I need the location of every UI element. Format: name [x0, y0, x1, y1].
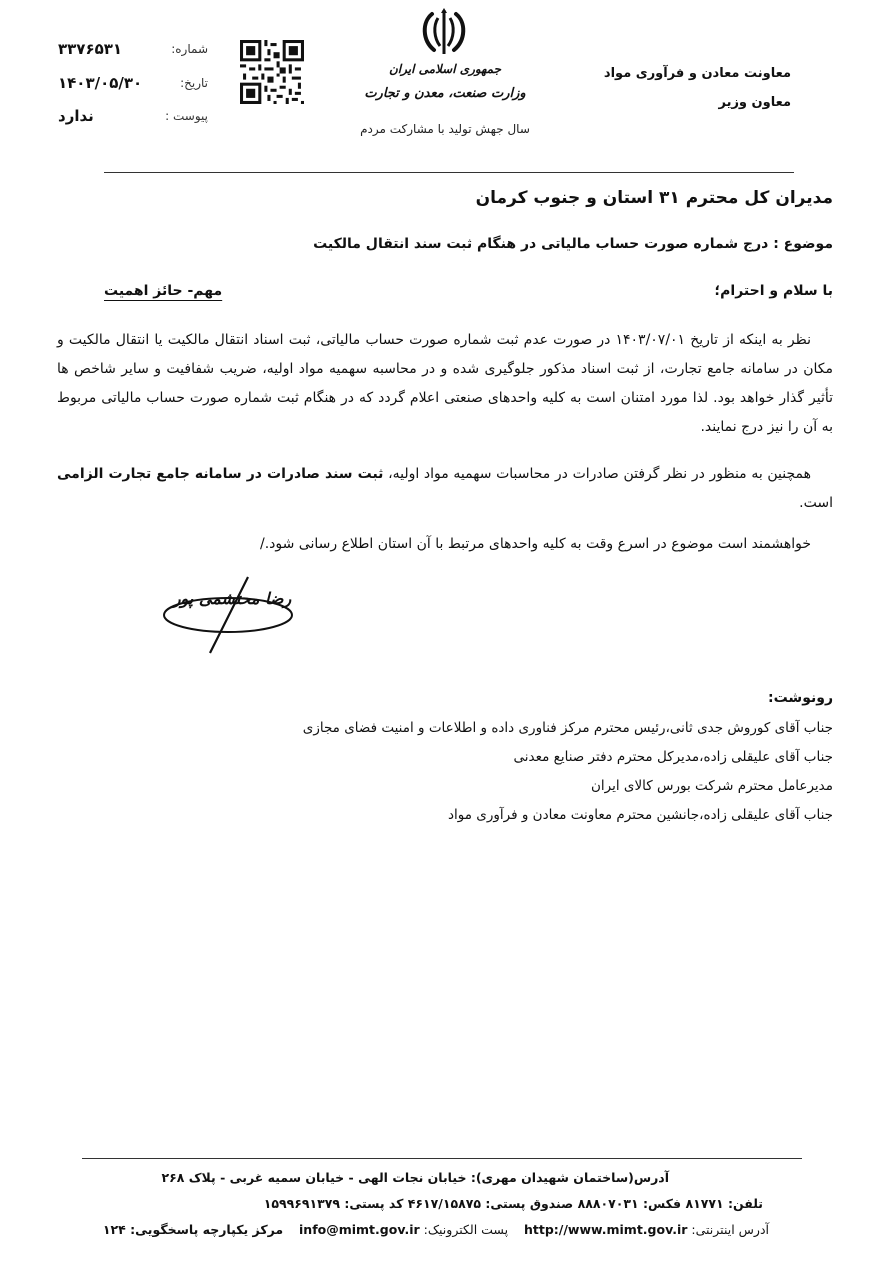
letter-number	[58, 38, 208, 60]
letter-number-value: ۳۳۷۶۵۳۱	[58, 40, 123, 58]
cc-title: رونوشت:	[768, 690, 833, 706]
ministry-name: وزارت صنعت، معدن و تجارت	[364, 86, 526, 101]
footer-divider	[82, 1158, 802, 1159]
recipient: مدیران کل محترم ۳۱ استان و جنوب کرمان	[475, 188, 833, 208]
body-paragraph-3: خواهشمند است موضوع در اسرع وقت به کلیه واحدهای مرتبط با آن استان اطلاع رسانی شود./	[259, 536, 811, 552]
republic-name: جمهوری اسلامی ایران	[388, 62, 502, 76]
letter-date-value: ۱۴۰۳/۰۵/۳۰	[58, 74, 143, 92]
letter-attachment-value: ندارد	[58, 107, 94, 125]
cc-item: جناب آقای علیقلی زاده،جانشین محترم معاونت معادن و فرآوری مواد	[448, 807, 833, 823]
deputy-title: معاونت معادن و فرآوری مواد	[603, 66, 791, 81]
emblem-icon	[418, 8, 470, 58]
footer-email-label: پست الکترونیک:	[423, 1222, 509, 1237]
footer-phones: تلفن: ۸۱۷۷۱ فکس: ۸۸۸۰۷۰۳۱ صندوق پستی: ۴۶۱۷/۱۵۸۷۵ کد پستی: ۱۵۹۹۶۹۱۳۷۹	[263, 1196, 763, 1211]
body-paragraph-1: نظر به اینکه از تاریخ ۱۴۰۳/۰۷/۰۱ در صورت عدم ثبت شماره صورت حساب مالیاتی، ثبت اسناد انتقال مالکیت یا انتقال مالکیت و مکان در سامانه جامع تجارت، از ثبت اسناد مذکور جلوگیری شده و در محاسبه سهمیه مواد اولیه، ضریب شفافیت و سایر شاخص ها تأثیر گذار خواهد بود. لذا مورد امتنان است به کلیه واحدهای صنعتی اعلام گردد که در هنگام ثبت شماره صورت حساب مالیاتی مربوط به آن را نیز درج نمایند.	[57, 332, 833, 435]
letter-attachment-label: پیوست :	[165, 109, 208, 123]
footer-contacts	[103, 1222, 769, 1237]
year-slogan: سال جهش تولید با مشارکت مردم	[360, 122, 530, 136]
letter-number-label: شماره:	[171, 42, 208, 56]
greeting: با سلام و احترام؛	[714, 283, 833, 299]
body-paragraph-2-text: همچنین به منظور در نظر گرفتن صادرات در محاسبات سهمیه مواد اولیه،	[383, 466, 811, 482]
body-paragraph-2-end: است.	[799, 495, 833, 511]
letter-date	[58, 72, 208, 94]
deputy-subtitle: معاون وزیر	[718, 95, 791, 110]
header-divider	[104, 172, 794, 173]
qr-code-icon	[240, 40, 304, 104]
footer-address: آدرس(ساختمان شهیدان مهری): خیابان نجات الهی - خیابان سمیه غربی - پلاک ۲۶۸	[161, 1170, 669, 1185]
footer-email-link[interactable]: info@mimt.gov.ir	[299, 1222, 420, 1237]
cc-item: جناب آقای کوروش جدی ثانی،رئیس محترم مرکز فناوری داده و اطلاعات و امنیت فضای مجازی	[302, 720, 833, 736]
cc-item: مدیرعامل محترم شرکت بورس کالای ایران	[590, 778, 833, 794]
letter-date-label: تاریخ:	[180, 76, 208, 90]
signature-stroke-icon	[162, 575, 302, 655]
body-paragraph-2	[57, 460, 833, 518]
cc-item: جناب آقای علیقلی زاده،مدیرکل محترم دفتر صنایع معدنی	[513, 749, 833, 765]
signature	[162, 575, 302, 655]
letter-attachment	[58, 105, 208, 127]
body-paragraph-2-bold: ثبت سند صادرات در سامانه جامع تجارت الزامی	[57, 466, 384, 482]
footer-callcenter: مرکز یکپارچه پاسخگویی: ۱۲۴	[102, 1222, 284, 1237]
subject: موضوع : درج شماره صورت حساب مالیاتی در هنگام ثبت سند انتقال مالکیت	[313, 236, 833, 252]
footer-web-label: آدرس اینترنتی:	[691, 1222, 769, 1237]
signature-name: رضا محتشمی پور	[172, 589, 292, 608]
priority-note: مهم- حائز اهمیت	[104, 283, 223, 299]
footer-web-link[interactable]: http://www.mimt.gov.ir	[523, 1222, 688, 1237]
